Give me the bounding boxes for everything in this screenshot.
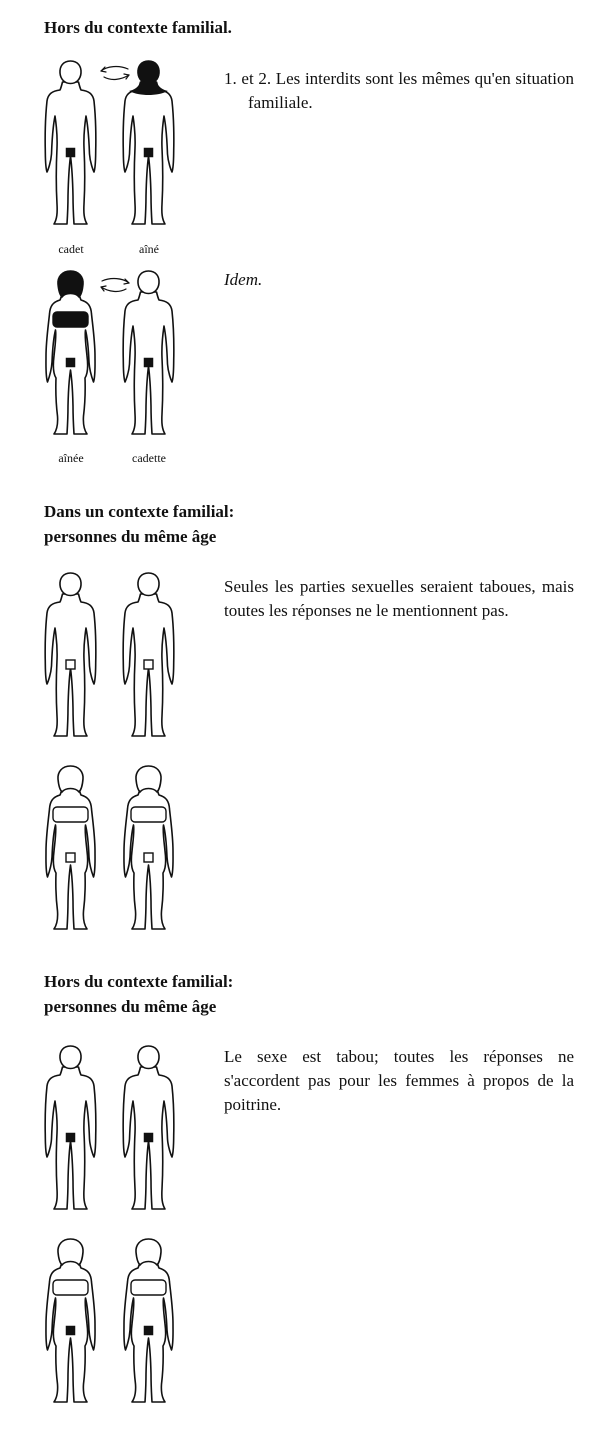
- caption-cadet: cadet: [58, 242, 84, 256]
- row-description: 1. et 2. Les interdits sont les mêmes qu'en situation familiale.: [224, 69, 574, 112]
- row-description: Le sexe est tabou; toutes les réponses ne s'accordent pas pour les femmes à propos de la poitrine.: [224, 1047, 574, 1114]
- sex-mark: [144, 148, 153, 157]
- caption-cadette: cadette: [132, 451, 166, 465]
- idem-text: Idem.: [224, 270, 263, 289]
- caption-ainee: aînée: [58, 451, 84, 465]
- body-figure: [120, 765, 177, 933]
- head: [60, 573, 81, 596]
- head: [138, 271, 159, 294]
- sex-mark: [66, 1326, 75, 1335]
- sex-mark: [66, 358, 75, 367]
- sex-mark: [144, 660, 153, 669]
- chest-mark: [131, 807, 166, 822]
- row-description: Seules les parties sexuelles seraient taboues, mais toutes les réponses ne le mentionnent pas.: [224, 577, 574, 620]
- section-heading-line: personnes du même âge: [44, 527, 217, 546]
- head: [58, 1239, 83, 1265]
- sex-mark: [66, 1133, 75, 1142]
- human-body-outline-icon: [120, 765, 177, 933]
- body-figure: [42, 1238, 99, 1406]
- section-heading-line: personnes du même âge: [44, 997, 217, 1016]
- body-figure-ainee: [42, 270, 99, 438]
- human-body-outline-icon: [42, 270, 99, 438]
- chest-mark: [131, 1280, 166, 1295]
- body-figure: [120, 1238, 177, 1406]
- human-body-outline-icon: [42, 572, 99, 740]
- human-body-outline-icon: [42, 765, 99, 933]
- human-body-outline-icon: [120, 572, 177, 740]
- sex-mark: [144, 1326, 153, 1335]
- sex-mark: [66, 660, 75, 669]
- human-body-outline-icon: [42, 1238, 99, 1406]
- body-figure-cadet: [42, 60, 99, 228]
- head: [138, 61, 159, 84]
- sex-mark: [66, 853, 75, 862]
- body-figure: [42, 572, 99, 740]
- head: [136, 766, 161, 792]
- body-figure: [120, 572, 177, 740]
- section-heading: Hors du contexte familial.: [44, 18, 232, 37]
- sex-mark: [66, 148, 75, 157]
- chest-mark: [53, 312, 88, 327]
- head: [60, 61, 81, 84]
- shoulder-mark: [129, 82, 168, 95]
- head: [58, 271, 83, 297]
- sex-mark: [144, 358, 153, 367]
- section-heading-line: Hors du contexte familial:: [44, 972, 234, 991]
- row-description: [224, 268, 574, 292]
- chest-mark: [53, 1280, 88, 1295]
- curved-arrow-shape: [97, 60, 133, 86]
- head: [138, 573, 159, 596]
- curved-arrow-icon: [97, 60, 133, 86]
- head: [60, 1046, 81, 1069]
- human-body-outline-icon: [120, 1045, 177, 1213]
- head: [136, 1239, 161, 1265]
- chest-mark: [53, 807, 88, 822]
- sex-mark: [144, 1133, 153, 1142]
- body-figure: [42, 1045, 99, 1213]
- caption-aine: aîné: [139, 242, 159, 256]
- head: [138, 1046, 159, 1069]
- head: [58, 766, 83, 792]
- curved-arrow-shape: [97, 272, 133, 298]
- human-body-outline-icon: [42, 1045, 99, 1213]
- human-body-outline-icon: [120, 1238, 177, 1406]
- body-figure: [42, 765, 99, 933]
- curved-arrow-icon: [97, 272, 133, 298]
- sex-mark: [144, 853, 153, 862]
- human-body-outline-icon: [42, 60, 99, 228]
- section-heading-line: Dans un contexte familial:: [44, 502, 235, 521]
- body-figure: [120, 1045, 177, 1213]
